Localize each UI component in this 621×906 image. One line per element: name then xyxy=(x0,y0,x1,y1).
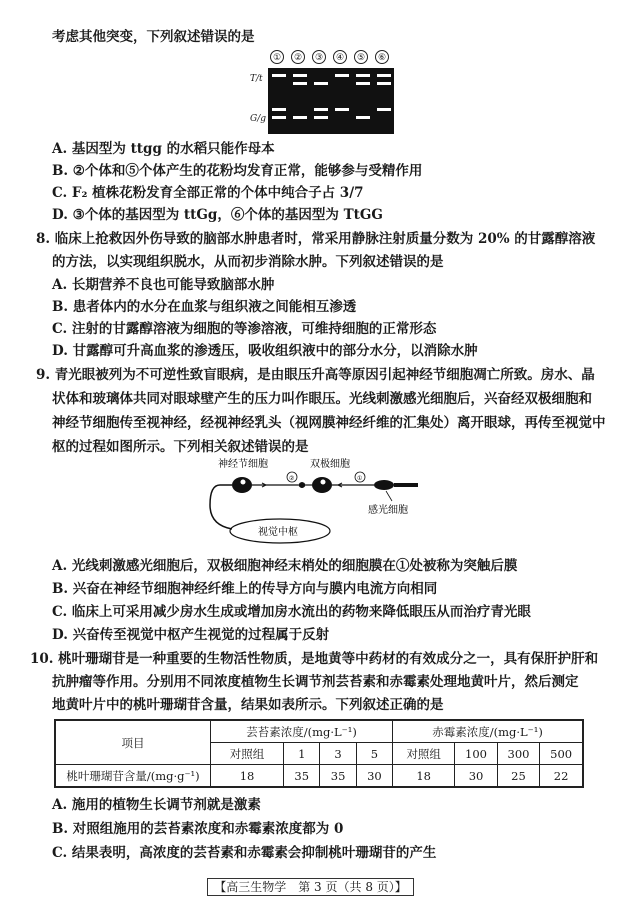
table-cell: 35 xyxy=(284,765,320,788)
table-row xyxy=(55,720,583,743)
lane-label: ② xyxy=(291,50,305,64)
row-label: 桃叶珊瑚苷含量/(mg·g⁻¹) xyxy=(55,765,211,788)
header-group-2: 赤霉素浓度/(mg·L⁻¹) xyxy=(393,720,583,743)
gel-band xyxy=(314,116,328,119)
q7-option-b: B. ②个体和⑤个体产生的花粉均发育正常，能够参与受精作用 xyxy=(52,163,423,179)
q7-option-c: C. F₂ 植株花粉发育全部正常的个体中纯合子占 3/7 xyxy=(52,185,364,201)
bipolar-nucleus xyxy=(321,480,326,485)
q8-option-c: C. 注射的甘露醇溶液为细胞的等渗溶液，可维持细胞的正常形态 xyxy=(52,321,437,337)
sub-header: 300 xyxy=(497,743,539,765)
neuron-pathway-diagram xyxy=(202,455,422,547)
q10-option-c: C. 结果表明，高浓度的芸苔素和赤霉素会抑制桃叶珊瑚苷的产生 xyxy=(52,845,437,861)
optic-nerve-path xyxy=(210,485,232,529)
sub-header: 500 xyxy=(540,743,583,765)
q9-option-c: C. 临床上可采用减少房水生成或增加房水流出的药物来降低眼压从而治疗青光眼 xyxy=(52,604,531,620)
bipolar-cell-body xyxy=(312,477,332,493)
photoreceptor-segment xyxy=(394,483,418,487)
sub-header: 对照组 xyxy=(211,743,284,765)
marker-1: ① xyxy=(357,475,363,482)
table-row xyxy=(55,765,583,788)
sub-header: 3 xyxy=(320,743,356,765)
lane-label: ④ xyxy=(333,50,347,64)
q8-stem-2: 的方法，以实现组织脱水，从而初步消除水肿。下列叙述错误的是 xyxy=(52,254,444,270)
marker-2: ② xyxy=(289,475,295,482)
lane-label: ③ xyxy=(312,50,326,64)
footer-label: 【高三生物学 第 3 页（共 8 页）】 xyxy=(207,878,414,896)
table-cell: 18 xyxy=(393,765,455,788)
label-bipolar: 双极细胞 xyxy=(310,459,350,470)
ganglion-nucleus xyxy=(241,480,246,485)
gel-band xyxy=(314,108,328,111)
gel-band xyxy=(377,74,391,77)
gel-band xyxy=(293,82,307,85)
q8-option-d: D. 甘露醇可升高血浆的渗透压，吸收组织液中的部分水分，以消除水肿 xyxy=(52,343,478,359)
table-cell: 30 xyxy=(356,765,392,788)
table-cell: 30 xyxy=(455,765,497,788)
gel-row-label-t: T/t xyxy=(250,74,263,84)
q10-option-a: A. 施用的植物生长调节剂就是激素 xyxy=(52,797,261,813)
q10-stem-2: 抗肿瘤等作用。分别用不同浓度植物生长调节剂芸苔素和赤霉素处理地黄叶片，然后测定 xyxy=(52,674,579,690)
gel-band xyxy=(335,74,349,77)
gel-band xyxy=(377,82,391,85)
gel-band xyxy=(356,74,370,77)
q10-option-b: B. 对照组施用的芸苔素浓度和赤霉素浓度都为 0 xyxy=(52,821,344,837)
gel-band xyxy=(272,108,286,111)
sub-header: 100 xyxy=(455,743,497,765)
q10-stem-3: 地黄叶片中的桃叶珊瑚苷含量，结果如表所示。下列叙述正确的是 xyxy=(52,697,444,713)
lane-label: ⑥ xyxy=(375,50,389,64)
table-cell: 25 xyxy=(497,765,539,788)
photoreceptor-body xyxy=(374,480,394,490)
table-cell: 35 xyxy=(320,765,356,788)
q9-stem-4: 枢的过程如图所示。下列相关叙述错误的是 xyxy=(52,439,309,455)
sub-header: 5 xyxy=(356,743,392,765)
gel-band xyxy=(293,74,307,77)
gel-band xyxy=(314,82,328,85)
gel-band xyxy=(272,74,286,77)
gel-band xyxy=(293,116,307,119)
q8-stem-1: 8. 临床上抢救因外伤导致的脑部水肿患者时，常采用静脉注射质量分数为 20% 的甘露醇溶液 xyxy=(36,231,596,247)
sub-header: 对照组 xyxy=(393,743,455,765)
header-group-1: 芸苔素浓度/(mg·L⁻¹) xyxy=(211,720,393,743)
gel-band xyxy=(272,116,286,119)
header-item: 项目 xyxy=(55,720,211,765)
q7-option-a: A. 基因型为 ttgg 的水稻只能作母本 xyxy=(52,141,275,157)
gel-band xyxy=(377,108,391,111)
q9-option-d: D. 兴奋传至视觉中枢产生视觉的过程属于反射 xyxy=(52,627,330,643)
synapse-terminal xyxy=(298,482,306,488)
q7-option-d: D. ③个体的基因型为 ttGg，⑥个体的基因型为 TtGG xyxy=(52,207,383,223)
q7-stem-end: 考虑其他突变，下列叙述错误的是 xyxy=(52,29,255,45)
q9-stem-1: 9. 青光眼被列为不可逆性致盲眼病，是由眼压升高等原因引起神经节细胞凋亡所致。房水、晶 xyxy=(36,367,595,383)
ganglion-cell-body xyxy=(232,477,252,493)
q9-stem-2: 状体和玻璃体共同对眼球壁产生的压力叫作眼压。光线刺激感光细胞后，兴奋经双极细胞和 xyxy=(52,391,592,407)
q8-option-b: B. 患者体内的水分在血浆与组织液之间能相互渗透 xyxy=(52,299,357,315)
gel-lane-numbers xyxy=(250,50,398,64)
q9-stem-3: 神经节细胞传至视神经，经视神经乳头（视网膜神经纤维的汇集处）离开眼球，再传至视觉中 xyxy=(52,415,606,431)
lane-label: ⑤ xyxy=(354,50,368,64)
table-cell: 22 xyxy=(540,765,583,788)
gel-band xyxy=(335,108,349,111)
gel-band xyxy=(356,116,370,119)
label-ganglion: 神经节细胞 xyxy=(218,459,268,470)
q9-option-b: B. 兴奋在神经节细胞神经纤维上的传导方向与膜内电流方向相同 xyxy=(52,581,438,597)
neuron-pathway-svg xyxy=(202,455,422,547)
q9-option-a: A. 光线刺激感光细胞后，双极细胞神经末梢处的细胞膜在①处被称为突触后膜 xyxy=(52,558,518,574)
gel-row-label-g: G/g xyxy=(250,114,266,124)
gel-figure xyxy=(250,50,398,134)
q10-stem-1: 10. 桃叶珊瑚苷是一种重要的生物活性物质，是地黄等中药材的有效成分之一，具有保肝护肝和 xyxy=(30,651,599,667)
label-visual-center: 视觉中枢 xyxy=(258,527,298,538)
label-photoreceptor: 感光细胞 xyxy=(368,505,408,516)
gel-band xyxy=(356,82,370,85)
leader-line xyxy=(386,491,392,501)
results-table xyxy=(54,719,584,788)
table-cell: 18 xyxy=(211,765,284,788)
q8-option-a: A. 长期营养不良也可能导致脑部水肿 xyxy=(52,277,275,293)
sub-header: 1 xyxy=(284,743,320,765)
page-footer xyxy=(0,878,621,895)
lane-label: ① xyxy=(270,50,284,64)
gel-box xyxy=(268,68,394,134)
